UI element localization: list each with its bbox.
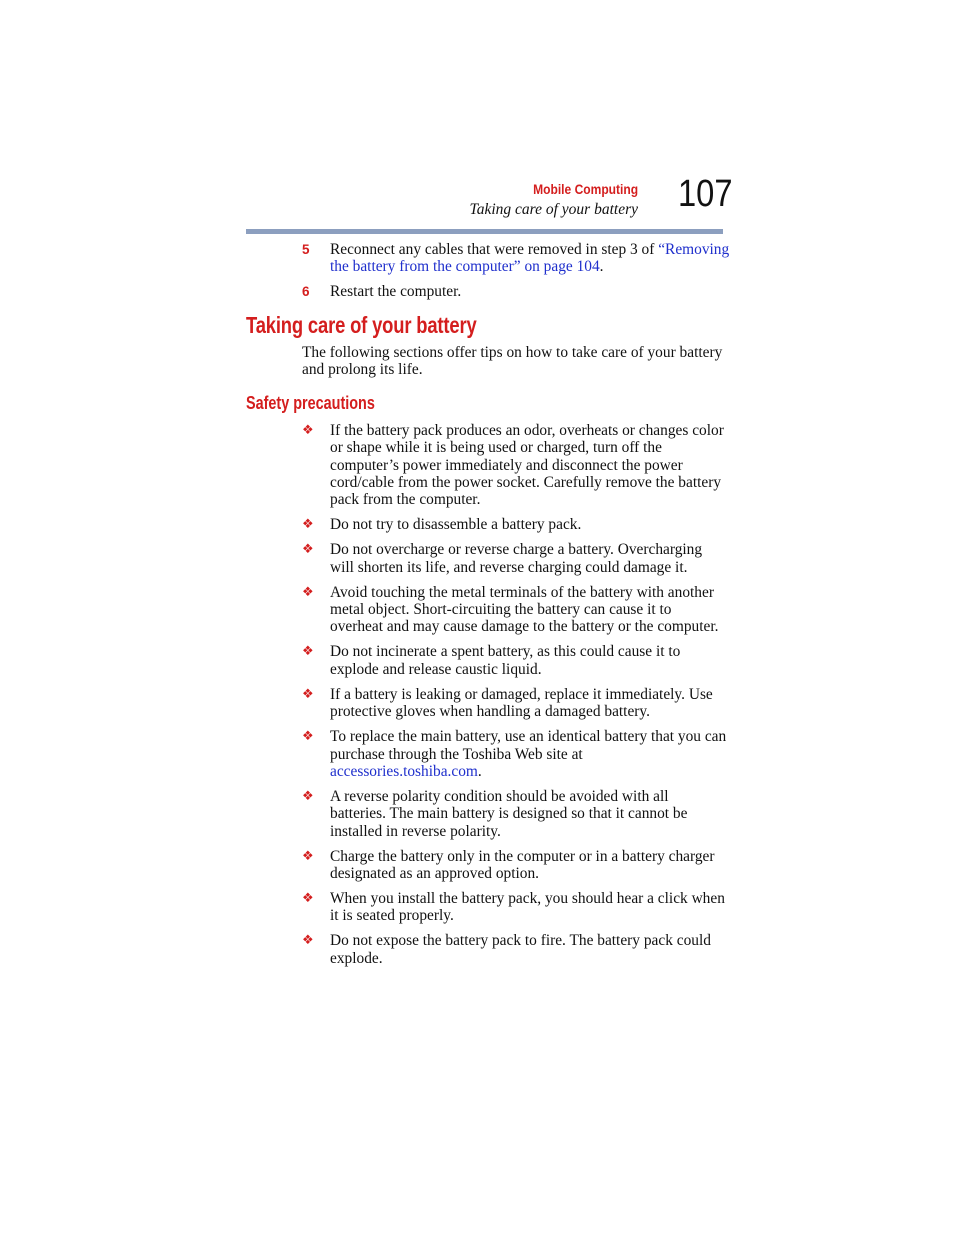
list-item <box>302 932 727 967</box>
step-number: 5 <box>302 242 310 257</box>
bullet-icon: ❖ <box>302 584 314 600</box>
bullet-icon: ❖ <box>302 686 314 702</box>
list-item <box>302 848 727 883</box>
step-text: Restart the computer. <box>330 283 462 300</box>
bullet-icon: ❖ <box>302 644 314 660</box>
bullet-icon: ❖ <box>302 788 314 804</box>
running-header-section: Mobile Computing <box>532 181 638 197</box>
list-item <box>302 422 727 508</box>
bullet-icon: ❖ <box>302 517 314 533</box>
list-item-text: If a battery is leaking or damaged, replace it immediately. Use protective gloves when handling a damaged battery. <box>330 685 713 721</box>
list-item <box>302 728 727 780</box>
list-item-text: When you install the battery pack, you should hear a click when it is seated properly. <box>330 890 725 925</box>
step-body <box>330 241 730 276</box>
running-header-subsection: Taking care of your battery <box>469 201 638 218</box>
step-body <box>330 283 730 300</box>
safety-list <box>302 422 727 975</box>
list-item-text: Avoid touching the metal terminals of the battery with another metal object. Short-circuiting the battery can cause it to overheat and may cause damage to the battery or the computer. <box>330 583 719 636</box>
bullet-icon: ❖ <box>302 891 314 906</box>
toshiba-accessories-link[interactable]: accessories.toshiba.com <box>330 762 478 780</box>
list-item <box>302 584 727 636</box>
subsection-heading: Safety precautions <box>246 393 375 413</box>
list-item-text: Do not try to disassemble a battery pack. <box>330 516 582 534</box>
bullet-icon: ❖ <box>302 729 314 745</box>
step-text: Reconnect any cables that were removed in step 3 of <box>330 241 659 258</box>
list-item <box>302 541 727 576</box>
list-item-text: Do not expose the battery pack to fire. The battery pack could explode. <box>330 932 711 967</box>
list-item <box>302 643 727 678</box>
list-item-text: Do not incinerate a spent battery, as this could cause it to explode and release caustic liquid. <box>330 643 681 678</box>
header-rule <box>246 229 723 234</box>
bullet-icon: ❖ <box>302 542 314 558</box>
list-item-text: A reverse polarity condition should be avoided with all batteries. The main battery is designed so that it cannot be installed in reverse polarity. <box>330 787 688 840</box>
list-item-text: Charge the battery only in the computer or in a battery charger designated as an approved option. <box>330 847 715 882</box>
list-item <box>302 788 727 840</box>
list-item-text: If the battery pack produces an odor, overheats or changes color or shape while it is being used or charged, turn off the computer’s power immediately and disconnect the power cord/cable from the power socket. Carefully remove the battery pack from the computer. <box>330 422 724 509</box>
step-number: 6 <box>302 284 310 299</box>
cross-reference-link[interactable]: “Removing the battery from the computer” on page 104 <box>330 241 730 276</box>
list-item <box>302 890 727 925</box>
intro-paragraph: The following sections offer tips on how to take care of your battery and prolong its life. <box>302 344 723 379</box>
step-text-end: . <box>599 258 604 276</box>
list-item <box>302 516 727 533</box>
list-item-text: To replace the main battery, use an identical battery that you can purchase through the Toshiba Web site at <box>330 728 727 763</box>
list-item <box>302 686 727 721</box>
bullet-icon: ❖ <box>302 933 314 949</box>
list-item-text: Do not overcharge or reverse charge a battery. Overcharging will shorten its life, and reverse charging could damage it. <box>330 541 703 576</box>
list-item-text-end: . <box>477 762 482 780</box>
bullet-icon: ❖ <box>302 423 314 438</box>
bullet-icon: ❖ <box>302 848 314 864</box>
section-heading: Taking care of your battery <box>246 312 477 338</box>
page-number: 107 <box>678 173 733 215</box>
